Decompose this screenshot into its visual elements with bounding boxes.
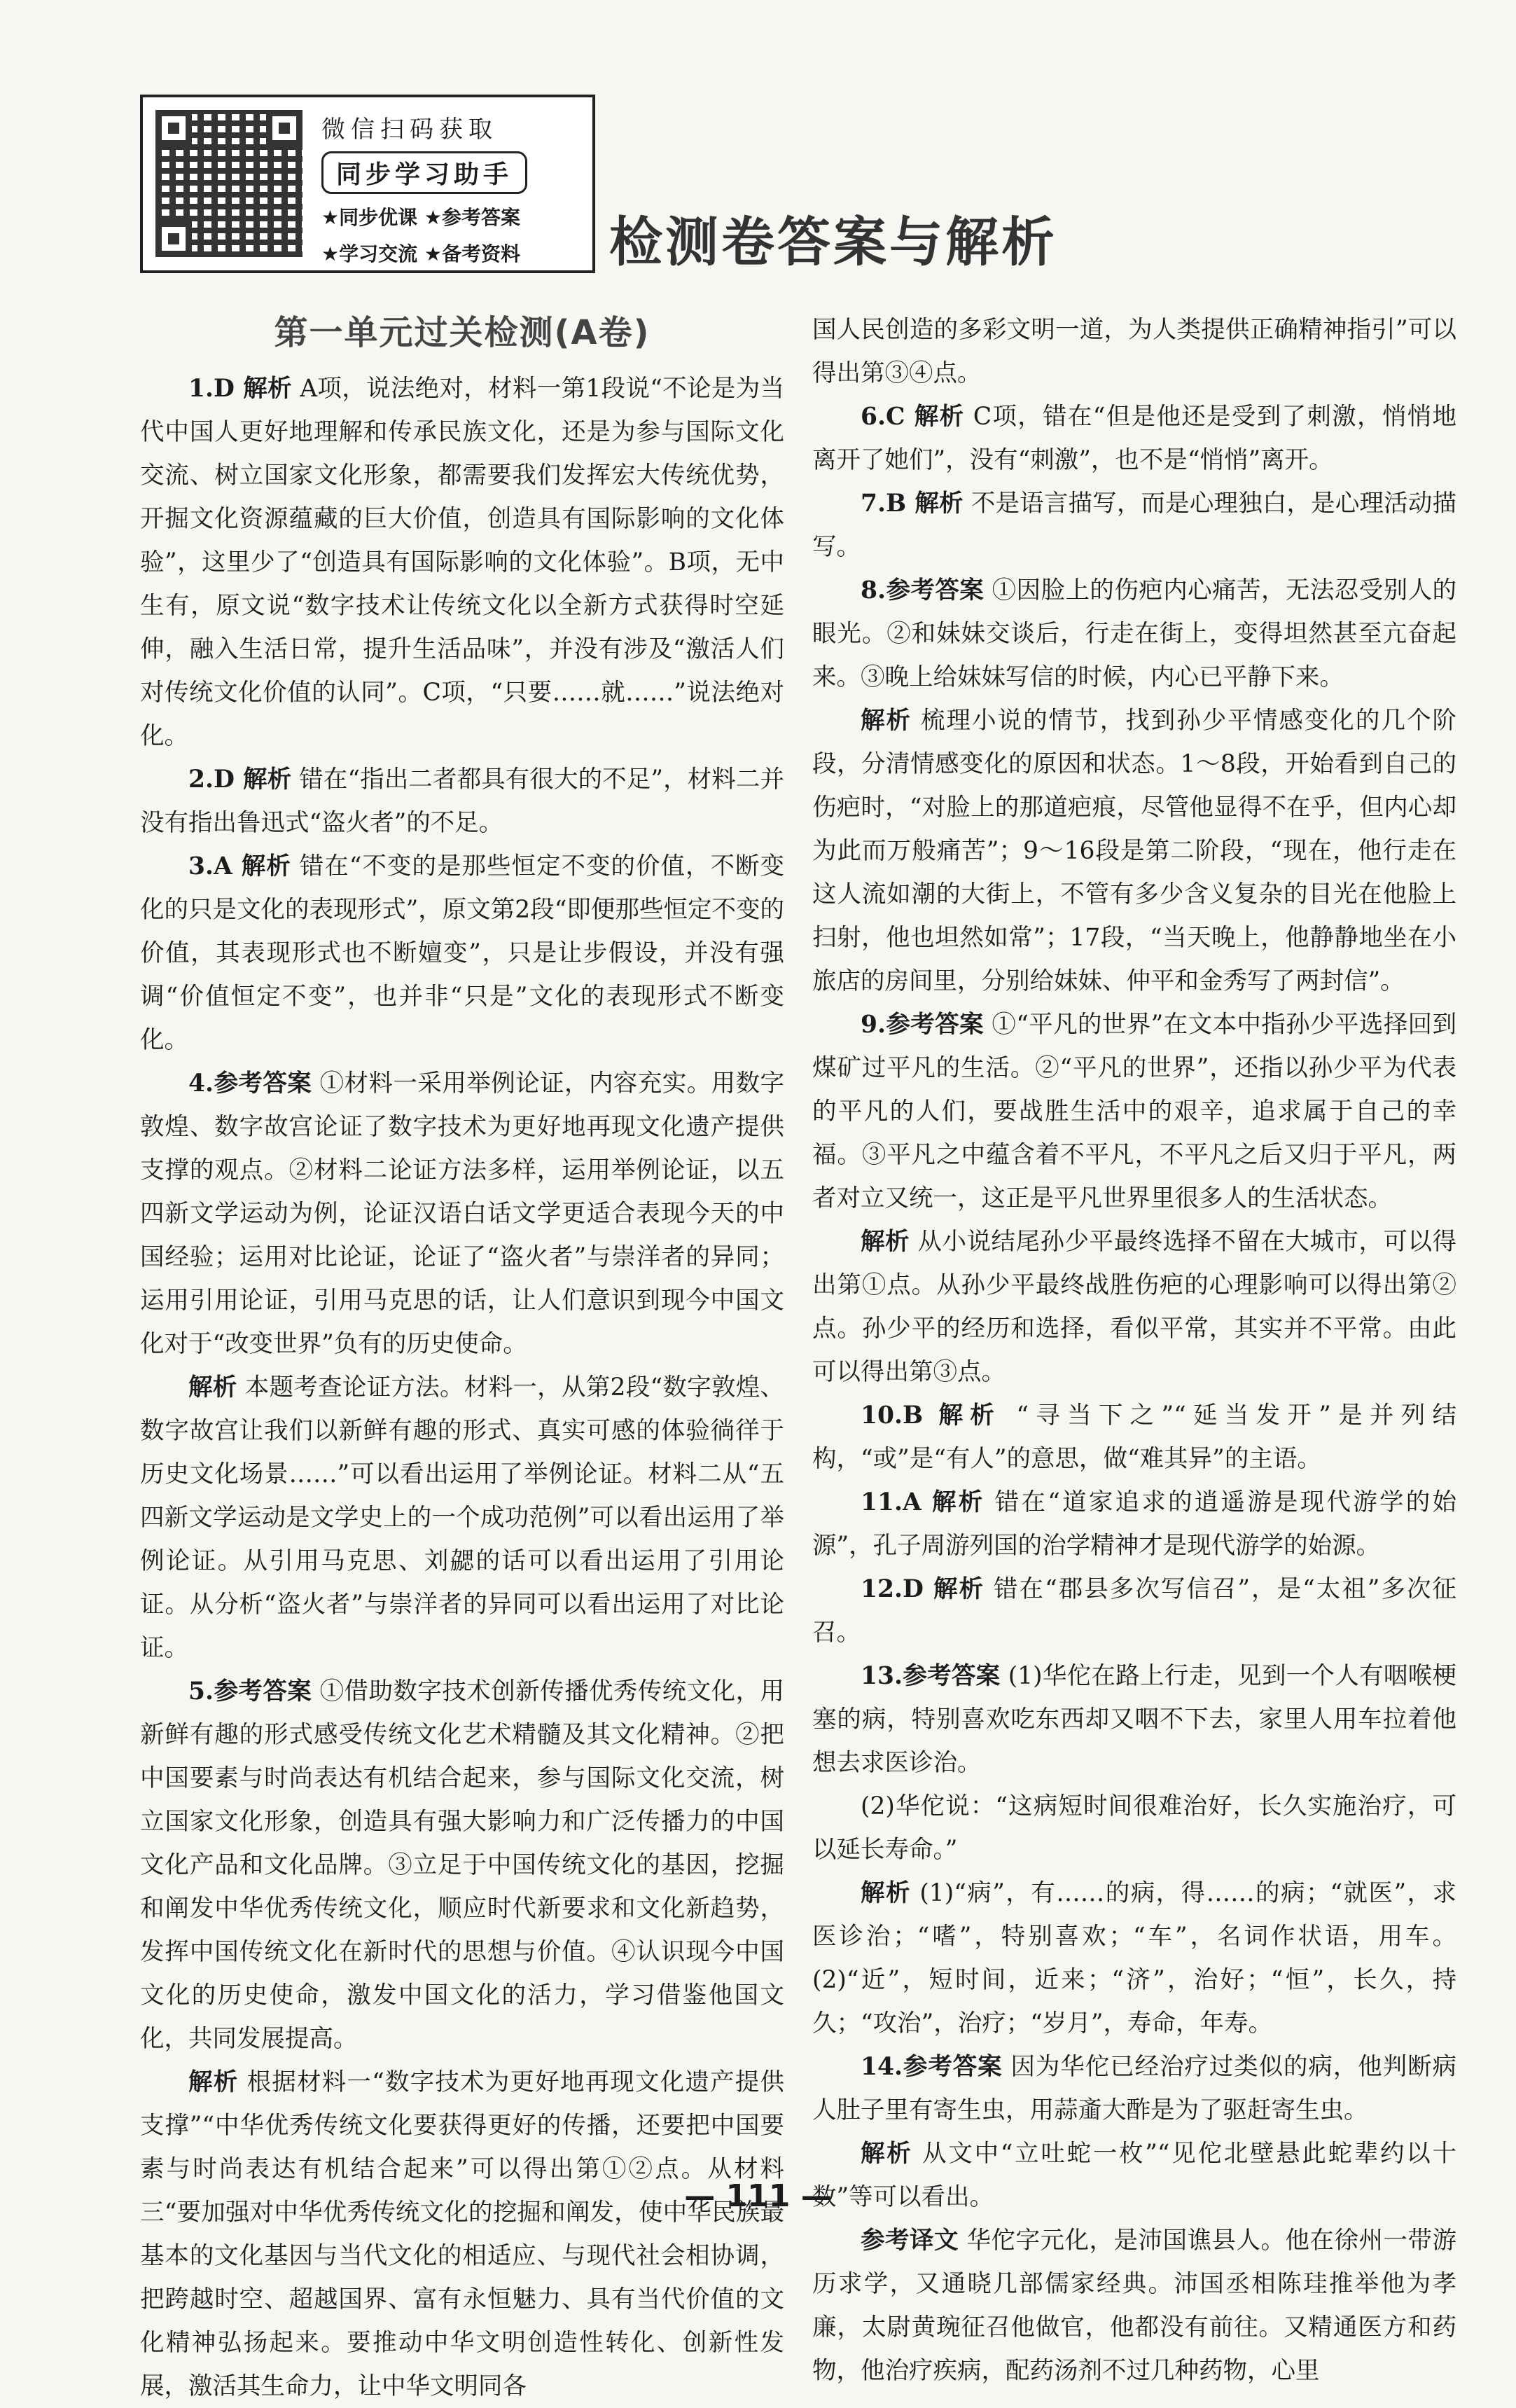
answer-label: 参考译文 xyxy=(861,2227,959,2255)
answer-label: 解析 xyxy=(188,1373,237,1402)
answer-paragraph xyxy=(812,308,1456,395)
answer-paragraph xyxy=(812,1003,1456,1220)
answer-text: (2)华佗说：“这病短时间很难治好，长久实施治疗，可以延长寿命。” xyxy=(812,1792,1456,1864)
qr-line-assistant: 同步学习助手 xyxy=(321,151,527,194)
qr-code-icon[interactable] xyxy=(155,110,302,257)
answer-text: 错在“不变的是那些恒定不变的价值，不断变化的只是文化的表现形式”，原文第2段“即便那些恒定不变的价值，其表现形式也不断嬗变”，只是让步假设，并没有强调“价值恒定不变”，也并非“只是”文化的表现形式不断变化。 xyxy=(140,852,784,1054)
answer-label: 9.参考答案 xyxy=(861,1011,984,1039)
answer-paragraph xyxy=(812,1568,1456,1654)
answer-paragraph xyxy=(140,1062,784,1366)
answer-paragraph xyxy=(812,569,1456,699)
answer-text: ①材料一采用举例论证，内容充实。用数字敦煌、数字故宫论证了数字技术为更好地再现文化遗产提供支撑的观点。②材料二论证方法多样，运用举例论证，以五四新文学运动为例，论证汉语白话文学更适合表现今天的中国经验；运用对比论证，论证了“盗火者”与崇洋者的异同；运用引用论证，引用马克思的话，让人们意识到现今中国文化对于“改变世界”负有的历史使命。 xyxy=(140,1070,785,1358)
answer-label: 12.D 解析 xyxy=(861,1575,985,1603)
answer-label: 13.参考答案 xyxy=(861,1662,1001,1690)
answer-label: 7.B 解析 xyxy=(861,490,964,518)
qr-line-scan: 微信扫码获取 xyxy=(321,116,498,144)
right-column xyxy=(812,308,1456,2393)
answer-label: 解析 xyxy=(188,2068,239,2096)
answer-label: 4.参考答案 xyxy=(188,1070,312,1098)
answer-text: “寻当下之”“延当发开”是并列结构，“或”是“有人”的意思，做“难其异”的主语。 xyxy=(812,1402,1456,1473)
qr-line-features-2: ★学习交流 ★备考资料 xyxy=(321,242,520,265)
answer-paragraph xyxy=(812,1394,1456,1481)
page-title: 检测卷答案与解析 xyxy=(609,211,1057,273)
answer-paragraph xyxy=(140,2061,784,2408)
answer-label: 6.C 解析 xyxy=(861,403,965,431)
answer-label: 11.A 解析 xyxy=(861,1488,985,1516)
answer-text: 根据材料一“数字技术为更好地再现文化遗产提供支撑”“中华优秀传统文化要获得更好的传播，还要把中国要素与时尚表达有机结合起来”可以得出第①②点。从材料三“要加强对中华优秀传统文化的挖掘和阐发，使中华民族最基本的文化基因与当代文化的相适应、与现代社会相协调，把跨越时空、超越国界、富有永恒魅力、具有当代价值的文化精神弘扬起来。要推动中华文明创造性转化、创新性发展，激活其生命力，让中华文明同各 xyxy=(140,2068,785,2400)
answer-text: 从小说结尾孙少平最终选择不留在大城市，可以得出第①点。从孙少平最终战胜伤疤的心理影响可以得出第②点。孙少平的经历和选择，看似平常，其实并不平常。由此可以得出第③点。 xyxy=(812,1228,1457,1386)
qr-line-features-1: ★同步优课 ★参考答案 xyxy=(321,206,520,229)
answer-paragraph xyxy=(140,845,784,1062)
answer-label: 3.A 解析 xyxy=(188,852,291,880)
answer-label: 1.D 解析 xyxy=(188,375,292,403)
answer-paragraph xyxy=(812,2219,1456,2393)
qr-promo-panel xyxy=(140,95,595,273)
answer-text: (1)“病”，有……的病，得……的病；“就医”，求医诊治；“嗜”，特别喜欢；“车”，名词作状语，用车。(2)“近”，短时间，近来；“济”，治好；“恒”，长久，持久；“攻治”，治疗；“岁月”，寿命，年寿。 xyxy=(812,1879,1457,2037)
answer-text: ①因脸上的伤疤内心痛苦，无法忍受别人的眼光。②和妹妹交谈后，行走在街上，变得坦然甚至亢奋起来。③晚上给妹妹写信的时候，内心已平静下来。 xyxy=(812,576,1457,691)
page-number: — 111 — xyxy=(684,2178,832,2214)
answer-paragraph xyxy=(812,1654,1456,1785)
answer-label: 2.D 解析 xyxy=(188,766,292,794)
left-column xyxy=(140,308,784,2408)
answer-text: (1)华佗在路上行走，见到一个人有咽喉梗塞的病，特别喜欢吃东西却又咽不下去，家里人用车拉着他想去求医诊治。 xyxy=(812,1662,1456,1777)
answer-paragraph xyxy=(140,1670,784,2061)
answer-label: 5.参考答案 xyxy=(188,1677,312,1705)
answer-text: ①借助数字技术创新传播优秀传统文化，用新鲜有趣的形式感受传统文化艺术精髓及其文化精神。②把中国要素与时尚表达有机结合起来，参与国际文化交流，树立国家文化形象，创造具有强大影响力和广泛传播力的中国文化产品和文化品牌。③立足于中国传统文化的基因，挖掘和阐发中华优秀传统文化，顺应时代新要求和文化新趋势，发挥中国传统文化在新时代的思想与价值。④认识现今中国文化的历史使命，激发中国文化的活力，学习借鉴他国文化，共同发展提高。 xyxy=(140,1677,785,2053)
answer-paragraph xyxy=(812,1871,1456,2045)
answer-paragraph xyxy=(812,699,1456,1003)
qr-promo-text xyxy=(321,110,583,267)
answer-text: 错在“郡县多次写信召”，是“太祖”多次征召。 xyxy=(812,1575,1457,1647)
answer-paragraph xyxy=(140,758,784,845)
answer-label: 10.B 解析 xyxy=(861,1402,1002,1430)
section-title: 第一单元过关检测(A卷) xyxy=(274,313,651,352)
answer-text: A项，说法绝对，材料一第1段说“不论是为当代中国人更好地理解和传承民族文化，还是为参与国际文化交流、树立国家文化形象，都需要我们发挥宏大传统优势，开掘文化资源蕴藏的巨大价值，创造具有国际影响的文化体验”，这里少了“创造具有国际影响的文化体验”。B项，无中生有，原文说“数字技术让传统文化以全新方式获得时空延伸，融入生活日常，提升生活品味”，并没有涉及“激活人们对传统文化价值的认同”。C项，“只要……就……”说法绝对化。 xyxy=(140,375,785,750)
answer-text: 错在“指出二者都具有很大的不足”，材料二并没有指出鲁迅式“盗火者”的不足。 xyxy=(140,766,784,837)
answer-text: 不是语言描写，而是心理独白，是心理活动描写。 xyxy=(812,490,1457,561)
answer-label: 解析 xyxy=(861,1879,911,1907)
answer-paragraph xyxy=(812,395,1456,482)
answer-label: 14.参考答案 xyxy=(861,2053,1003,2081)
answer-paragraph xyxy=(812,1785,1456,1871)
answer-label: 解析 xyxy=(861,2140,913,2168)
answer-text: 华佗字元化，是沛国谯县人。他在徐州一带游历求学，又通晓几部儒家经典。沛国丞相陈珪推举他为孝廉，太尉黄琬征召他做官，他都没有前往。又精通医方和药物，他治疗疾病，配药汤剂不过几种药物，心里 xyxy=(812,2227,1457,2385)
answer-text: 本题考查论证方法。材料一，从第2段“数字敦煌、数字故宫让我们以新鲜有趣的形式、真实可感的体验徜徉于历史文化场景……”可以看出运用了举例论证。材料二从“五四新文学运动是文学史上的一个成功范例”可以看出运用了举例论证。从引用马克思、刘勰的话可以看出运用了引用论证。从分析“盗火者”与崇洋者的异同可以看出运用了对比论证。 xyxy=(140,1373,784,1662)
answer-label: 8.参考答案 xyxy=(861,576,985,604)
answer-text: 错在“道家追求的逍遥游是现代游学的始源”，孔子周游列国的治学精神才是现代游学的始源。 xyxy=(812,1488,1456,1560)
answer-label: 解析 xyxy=(861,707,912,735)
answer-text: 因为华佗已经治疗过类似的病，他判断病人肚子里有寄生虫，用蒜齑大酢是为了驱赶寄生虫。 xyxy=(812,2053,1456,2124)
answer-text: ①“平凡的世界”在文本中指孙少平选择回到煤矿过平凡的生活。②“平凡的世界”，还指以孙少平为代表的平凡的人们，要战胜生活中的艰辛，追求属于自己的幸福。③平凡之中蕴含着不平凡，不平凡之后又归于平凡，两者对立又统一，这正是平凡世界里很多人的生活状态。 xyxy=(812,1011,1456,1212)
answer-paragraph xyxy=(140,367,784,758)
answer-paragraph xyxy=(812,2045,1456,2132)
answer-text: 从文中“立吐蛇一枚”“见佗北壁悬此蛇辈约以十数”等可以看出。 xyxy=(812,2140,1456,2211)
answer-paragraph xyxy=(812,482,1456,569)
answer-text: C项，错在“但是他还是受到了刺激，悄悄地离开了她们”，没有“刺激”，也不是“悄悄”离开。 xyxy=(812,403,1456,474)
answer-label: 解析 xyxy=(861,1228,910,1256)
answer-paragraph xyxy=(812,1481,1456,1568)
answer-text: 国人民创造的多彩文明一道，为人类提供正确精神指引”可以得出第③④点。 xyxy=(812,316,1456,387)
answer-text: 梳理小说的情节，找到孙少平情感变化的几个阶段，分清情感变化的原因和状态。1～8段，开始看到自己的伤疤时，“对脸上的那道疤痕，尽管他显得不在乎，但内心却为此而万般痛苦”；9～16段是第二阶段，“现在，他行走在这人流如潮的大街上，不管有多少含义复杂的目光在他脸上扫射，他也坦然如常”；17段，“当天晚上，他静静地坐在小旅店的房间里，分别给妹妹、仲平和金秀写了两封信”。 xyxy=(812,707,1456,995)
answer-paragraph xyxy=(812,1220,1456,1394)
answer-paragraph xyxy=(140,1366,784,1670)
